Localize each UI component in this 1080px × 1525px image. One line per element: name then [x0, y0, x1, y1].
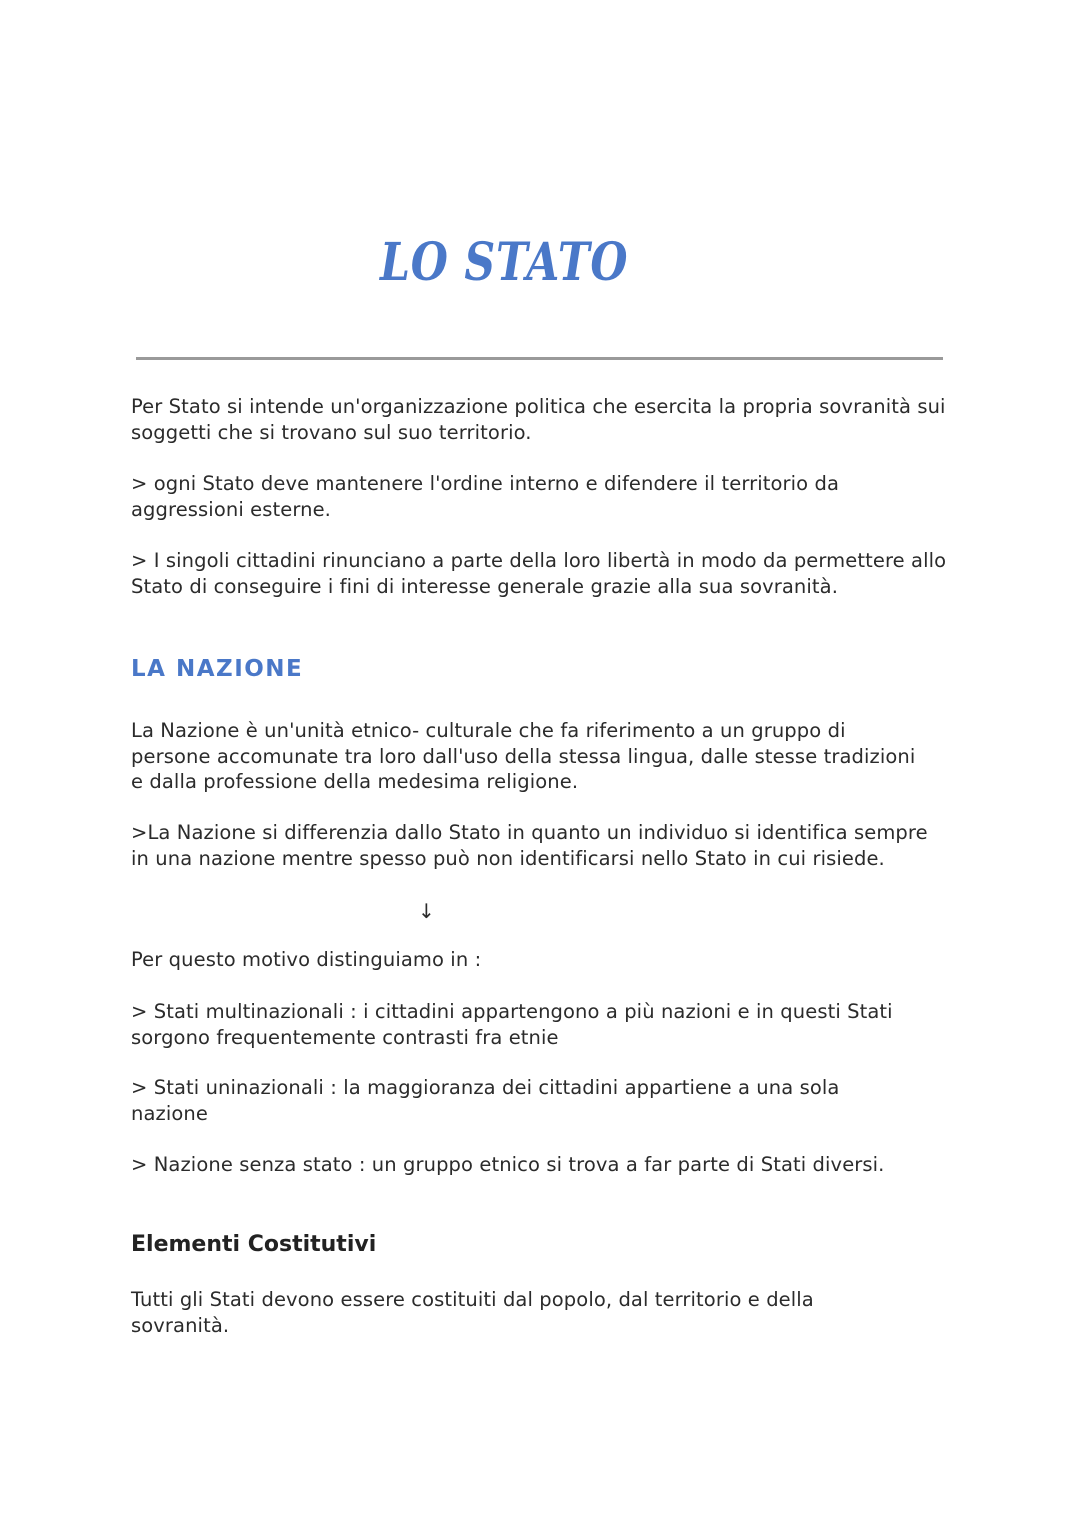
intro-paragraph-order: > ogni Stato deve mantenere l'ordine interno e difendere il territorio da aggressioni esterne. — [131, 472, 840, 521]
list-item-uninazionali: > Stati uninazionali : la maggioranza dei cittadini appartiene a una sola nazione — [131, 1076, 840, 1125]
section-heading-elementi: Elementi Costitutivi — [131, 1232, 377, 1257]
list-item-multinazionali: > Stati multinazionali : i cittadini appartengono a più nazioni e in questi Stati sorgono frequentemente contrasti fra etnie — [131, 1000, 893, 1049]
section-heading-nazione: LA NAZIONE — [131, 656, 304, 682]
intro-paragraph-freedom: > I singoli cittadini rinunciano a parte della loro libertà in modo da permettere allo Stato di conseguire i fini di interesse generale grazie alla sua sovranità. — [131, 549, 947, 598]
elementi-paragraph: Tutti gli Stati devono essere costituiti dal popolo, dal territorio e della sovranità. — [131, 1288, 814, 1337]
nazione-paragraph-intro-list: Per questo motivo distinguiamo in : — [131, 948, 482, 971]
nazione-paragraph-difference: >La Nazione si differenzia dallo Stato in quanto un individuo si identifica sempre in una nazione mentre spesso può non identificarsi nello Stato in cui risiede. — [131, 821, 928, 870]
intro-paragraph-definition: Per Stato si intende un'organizzazione politica che esercita la propria sovranità sui soggetti che si trovano sul suo territorio. — [131, 395, 946, 444]
down-arrow-icon: ↓ — [418, 899, 435, 923]
title-divider — [136, 357, 943, 360]
list-item-senza-stato: > Nazione senza stato : un gruppo etnico si trova a far parte di Stati diversi. — [131, 1153, 885, 1176]
nazione-paragraph-definition: La Nazione è un'unità etnico- culturale che fa riferimento a un gruppo di persone accomunate tra loro dall'uso della stessa lingua, dalle stesse tradizioni e dalla professione della medesima religione. — [131, 719, 916, 793]
page-title: LO STATO — [380, 232, 629, 293]
